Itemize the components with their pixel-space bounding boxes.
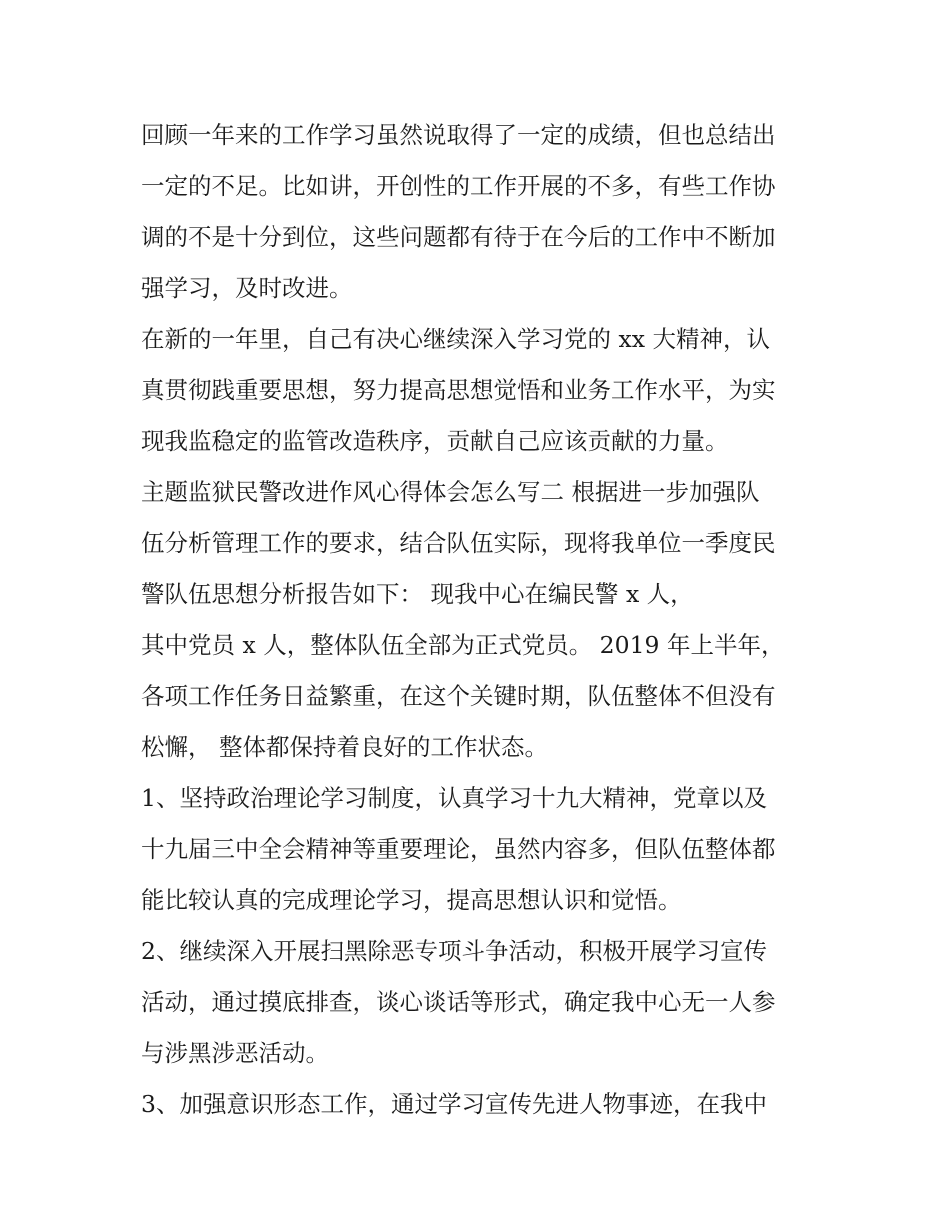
text-line: 回顾一年来的工作学习虽然说取得了一定的成绩，但也总结出: [141, 121, 776, 149]
text-line: 现我监稳定的监管改造秩序，贡献自己应该贡献的力量。: [141, 427, 729, 455]
text-line: 伍分析管理工作的要求，结合队伍实际，现将我单位一季度民: [141, 529, 776, 557]
text-line: 活动，通过摸底排查，谈心谈话等形式，确定我中心无一人参: [141, 988, 776, 1016]
text-line: 3、加强意识形态工作，通过学习宣传先进人物事迹，在我中: [141, 1090, 767, 1118]
text-line: 各项工作任务日益繁重，在这个关键时期，队伍整体不但没有: [141, 682, 776, 710]
text-line: 与涉黑涉恶活动。: [141, 1039, 329, 1067]
text-line: 十九届三中全会精神等重要理论，虽然内容多，但队伍整体都: [141, 835, 776, 863]
text-line: 警队伍思想分析报告如下： 现我中心在编民警 x 人，: [141, 580, 694, 608]
text-line: 真贯彻践重要思想，努力提高思想觉悟和业务工作水平，为实: [141, 376, 776, 404]
document-body: [141, 110, 821, 1130]
text-line: 主题监狱民警改进作风心得体会怎么写二 根据进一步加强队: [141, 478, 760, 506]
text-line: 其中党员 x 人，整体队伍全部为正式党员。 2019 年上半年，: [141, 631, 785, 659]
text-line: 能比较认真的完成理论学习，提高思想认识和觉悟。: [141, 886, 682, 914]
text-line: 强学习，及时改进。: [141, 274, 353, 302]
text-line: 在新的一年里，自己有决心继续深入学习党的 xx 大精神，认: [141, 325, 770, 353]
text-line: 2、继续深入开展扫黑除恶专项斗争活动，积极开展学习宣传: [141, 937, 767, 965]
text-line: 1、坚持政治理论学习制度，认真学习十九大精神，党章以及: [141, 784, 767, 812]
text-line: 松懈， 整体都保持着良好的工作状态。: [141, 733, 548, 761]
text-line: 一定的不足。比如讲，开创性的工作开展的不多，有些工作协: [141, 172, 776, 200]
text-line: 调的不是十分到位，这些问题都有待于在今后的工作中不断加: [141, 223, 776, 251]
